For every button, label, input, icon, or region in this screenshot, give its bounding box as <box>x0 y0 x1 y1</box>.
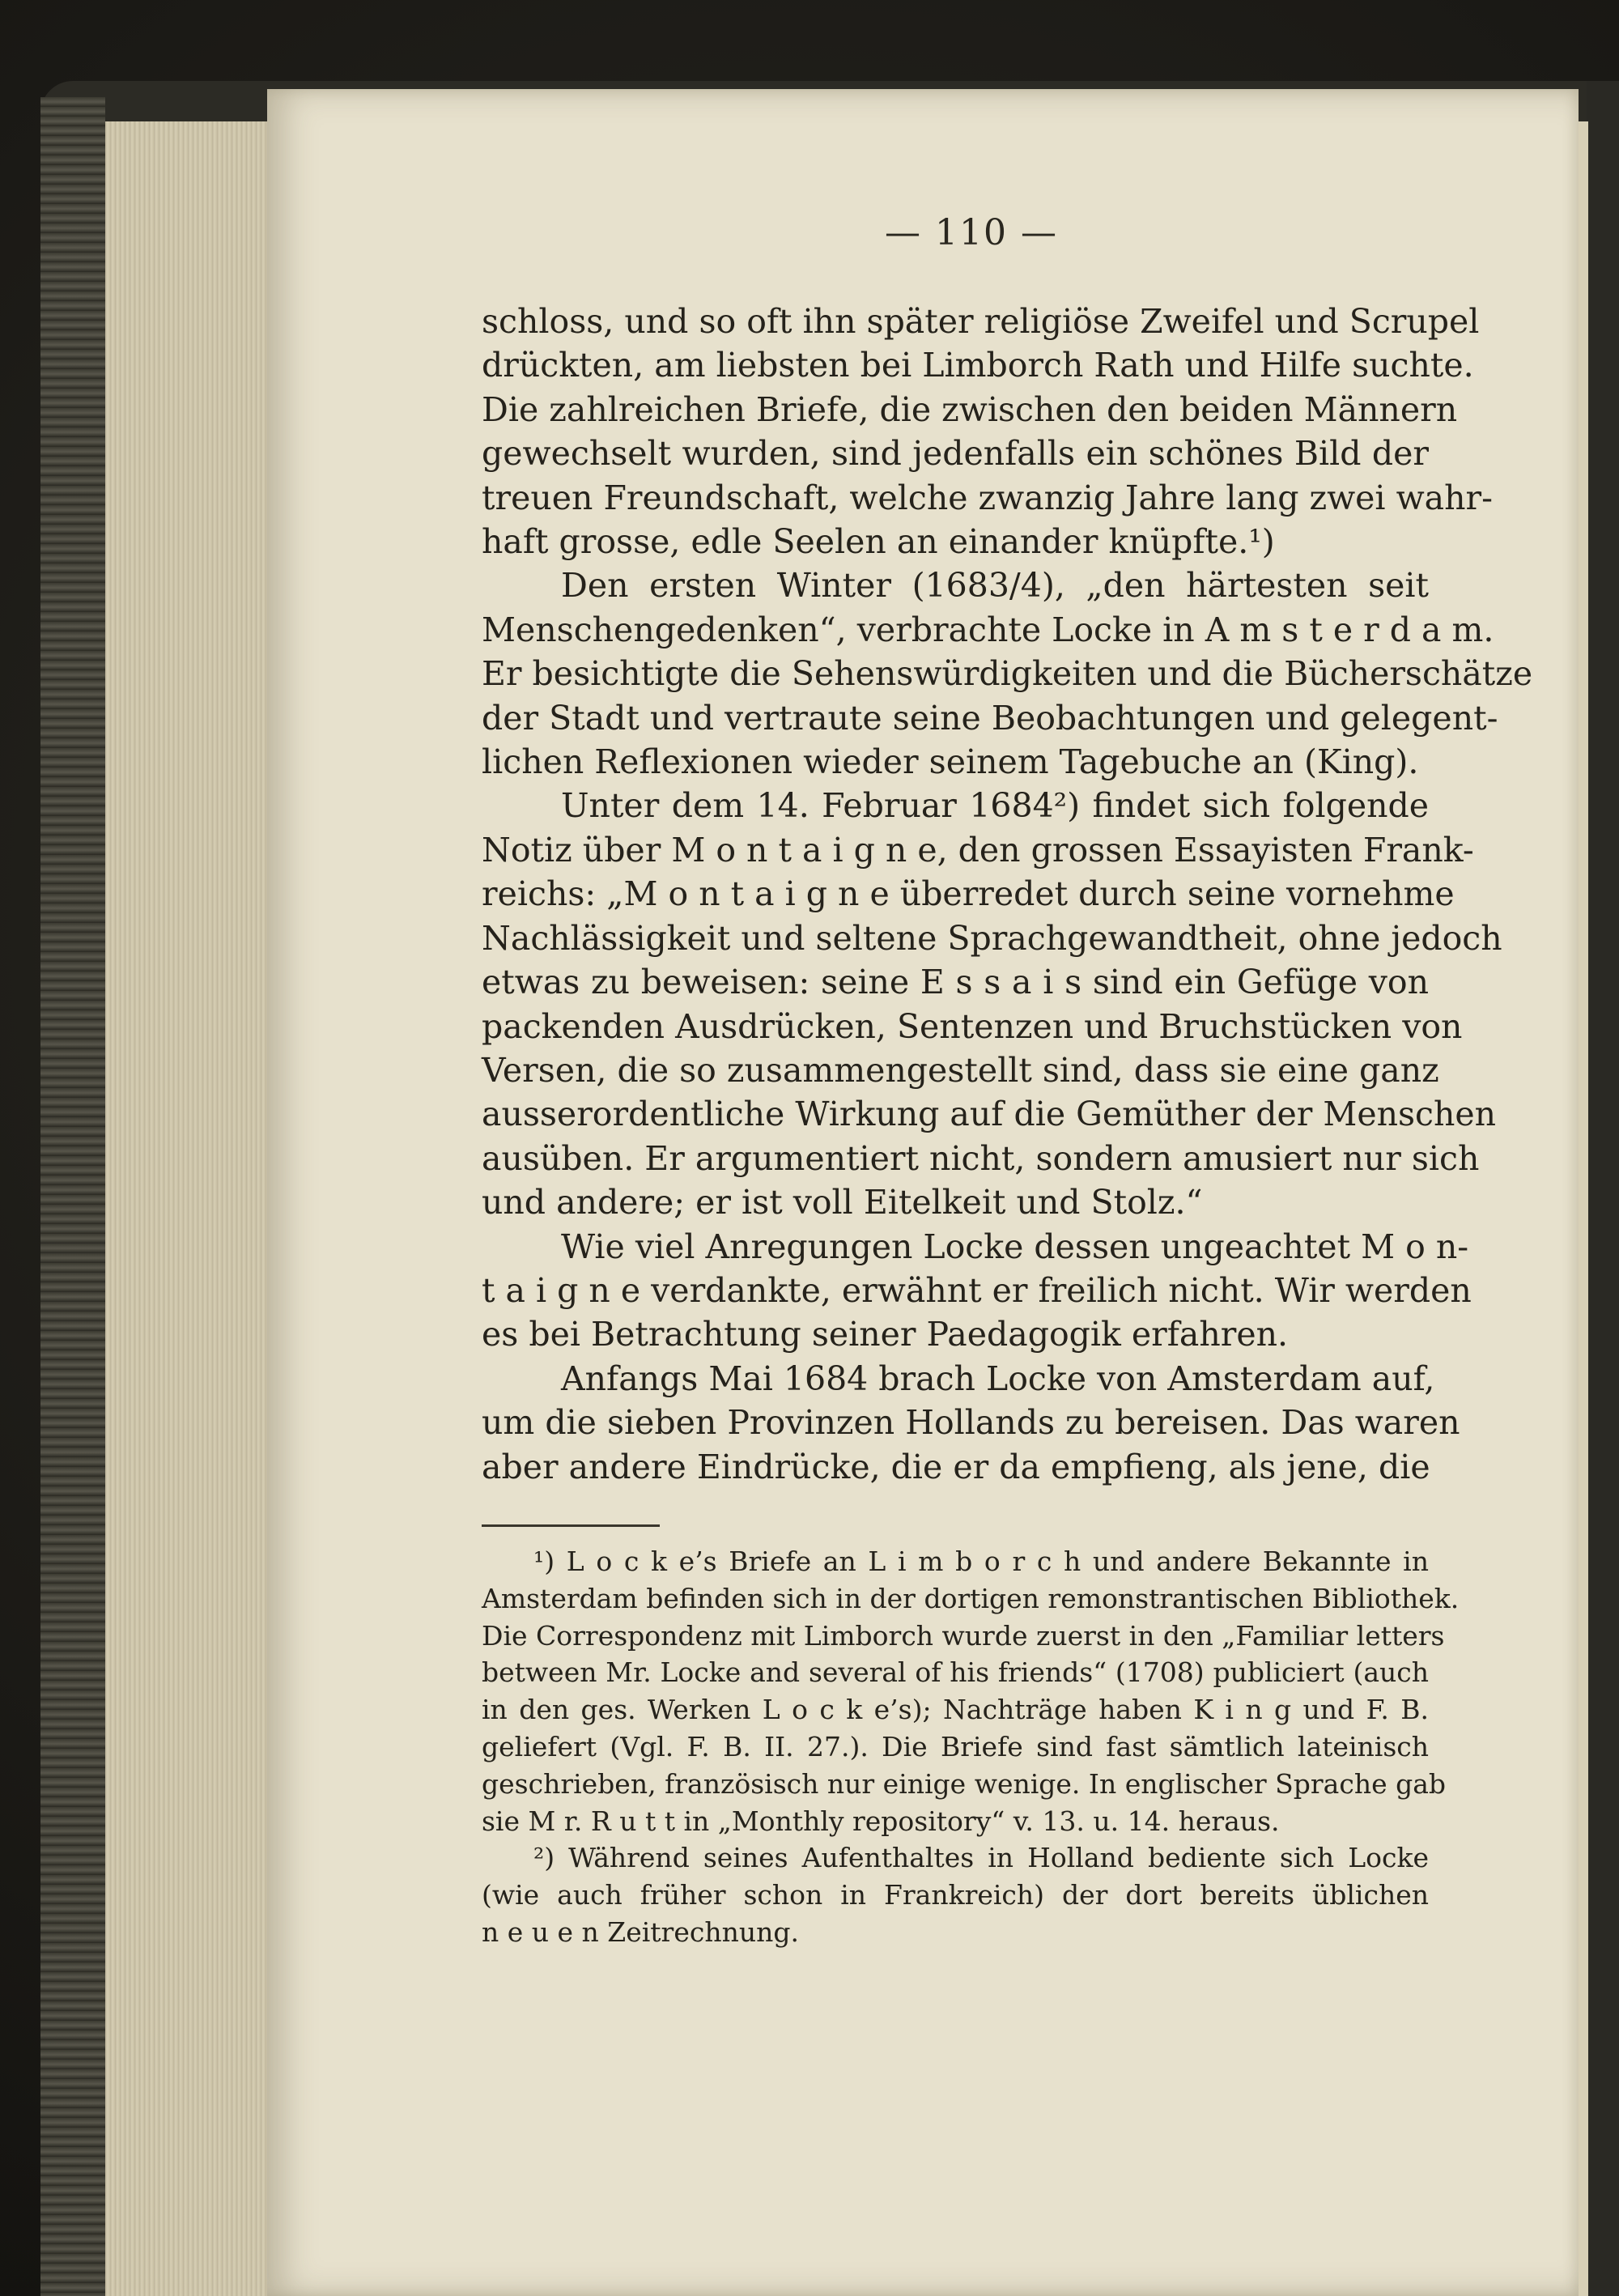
text-line: etwas zu beweisen: seine E s s a i s sind ein Gefüge von <box>482 963 1429 1002</box>
footnote-line: geliefert (Vgl. F. B. II. 27.). Die Briefe sind fast sämtlich lateinisch <box>482 1730 1429 1762</box>
text-line: Menschengedenken“, verbrachte Locke in A m s t e r d a m. <box>482 610 1494 649</box>
book-spine <box>40 97 105 2296</box>
text-line: haft grosse, edle Seelen an einander knüpfte.¹) <box>482 522 1275 562</box>
footnote-line: (wie auch früher schon in Frankreich) der dort bereits üblichen <box>482 1879 1429 1911</box>
text-line: ausüben. Er argumentiert nicht, sondern amusiert nur sich <box>482 1138 1480 1178</box>
footnote-divider <box>482 1524 660 1527</box>
text-line: reichs: „M o n t a i g n e überredet durch seine vornehme <box>482 874 1455 914</box>
footnote-line: ¹) L o c k e’s Briefe an L i m b o r c h und andere Bekannte in <box>533 1546 1429 1577</box>
text-line: um die sieben Provinzen Hollands zu bereisen. Das waren <box>482 1403 1460 1443</box>
footnote-line: in den ges. Werken L o c k e’s); Nachträge haben K i n g und F. B. <box>482 1694 1429 1726</box>
footnote-line: Die Correspondenz mit Limborch wurde zuerst in den „Familiar letters <box>482 1619 1445 1652</box>
text-line: Nachlässigkeit und seltene Sprachgewandtheit, ohne jedoch <box>482 918 1502 958</box>
page-edges <box>105 121 283 2296</box>
text-line: Unter dem 14. Februar 1684²) findet sich folgende <box>561 786 1429 826</box>
text-line: Die zahlreichen Briefe, die zwischen den beiden Männern <box>482 389 1458 429</box>
text-line: t a i g n e verdankte, erwähnt er freilich nicht. Wir werden <box>482 1270 1472 1310</box>
text-line: schloss, und so oft ihn später religiöse Zweifel und Scrupel <box>482 302 1480 341</box>
text-line: packenden Ausdrücken, Sentenzen und Bruchstücken von <box>482 1006 1463 1046</box>
text-line: aber andere Eindrücke, die er da empfieng, als jene, die <box>482 1447 1430 1486</box>
footnote-line: n e u e n Zeitrechnung. <box>482 1915 799 1948</box>
body-text <box>482 300 1533 1489</box>
text-line: der Stadt und vertraute seine Beobachtungen und gelegent- <box>482 698 1498 738</box>
footnote-line: between Mr. Locke and several of his friends“ (1708) publiciert (auch <box>482 1656 1429 1689</box>
footnote-line: geschrieben, französisch nur einige wenige. In englischer Sprache gab <box>482 1767 1447 1800</box>
text-line: ausserordentliche Wirkung auf die Gemüther der Menschen <box>482 1095 1497 1134</box>
footnote-line: Amsterdam befinden sich in der dortigen remonstrantischen Bibliothek. <box>482 1582 1460 1614</box>
footnote-line: sie M r. R u t t in „Monthly repository“ v. 13. u. 14. heraus. <box>482 1805 1280 1837</box>
text-line: Er besichtigte die Sehenswürdigkeiten und die Bücherschätze <box>482 654 1533 694</box>
book-cover-edge <box>1587 81 1619 2296</box>
text-line: Anfangs Mai 1684 brach Locke von Amsterdam auf, <box>561 1358 1435 1398</box>
footnote-line: ²) Während seines Aufenthaltes in Holland bediente sich Locke <box>533 1842 1429 1874</box>
footnotes <box>482 1543 1460 1951</box>
page-number: — 110 — <box>885 212 1058 253</box>
text-line: gewechselt wurden, sind jedenfalls ein schönes Bild der <box>482 434 1429 474</box>
text-line: Versen, die so zusammengestellt sind, dass sie eine ganz <box>482 1050 1439 1090</box>
text-line: lichen Reflexionen wieder seinem Tagebuche an (King). <box>482 742 1419 782</box>
text-line: treuen Freundschaft, welche zwanzig Jahre lang zwei wahr- <box>482 478 1493 517</box>
text-line: und andere; er ist voll Eitelkeit und Stolz.“ <box>482 1183 1203 1222</box>
text-line: Wie viel Anregungen Locke dessen ungeachtet M o n- <box>561 1227 1469 1266</box>
page-right-edge <box>1579 121 1588 2296</box>
text-line: drückten, am liebsten bei Limborch Rath und Hilfe suchte. <box>482 346 1474 385</box>
text-line: es bei Betrachtung seiner Paedagogik erfahren. <box>482 1315 1289 1354</box>
text-line: Den ersten Winter (1683/4), „den härtesten seit <box>561 566 1429 606</box>
text-line: Notiz über M o n t a i g n e, den grossen Essayisten Frank- <box>482 830 1474 870</box>
